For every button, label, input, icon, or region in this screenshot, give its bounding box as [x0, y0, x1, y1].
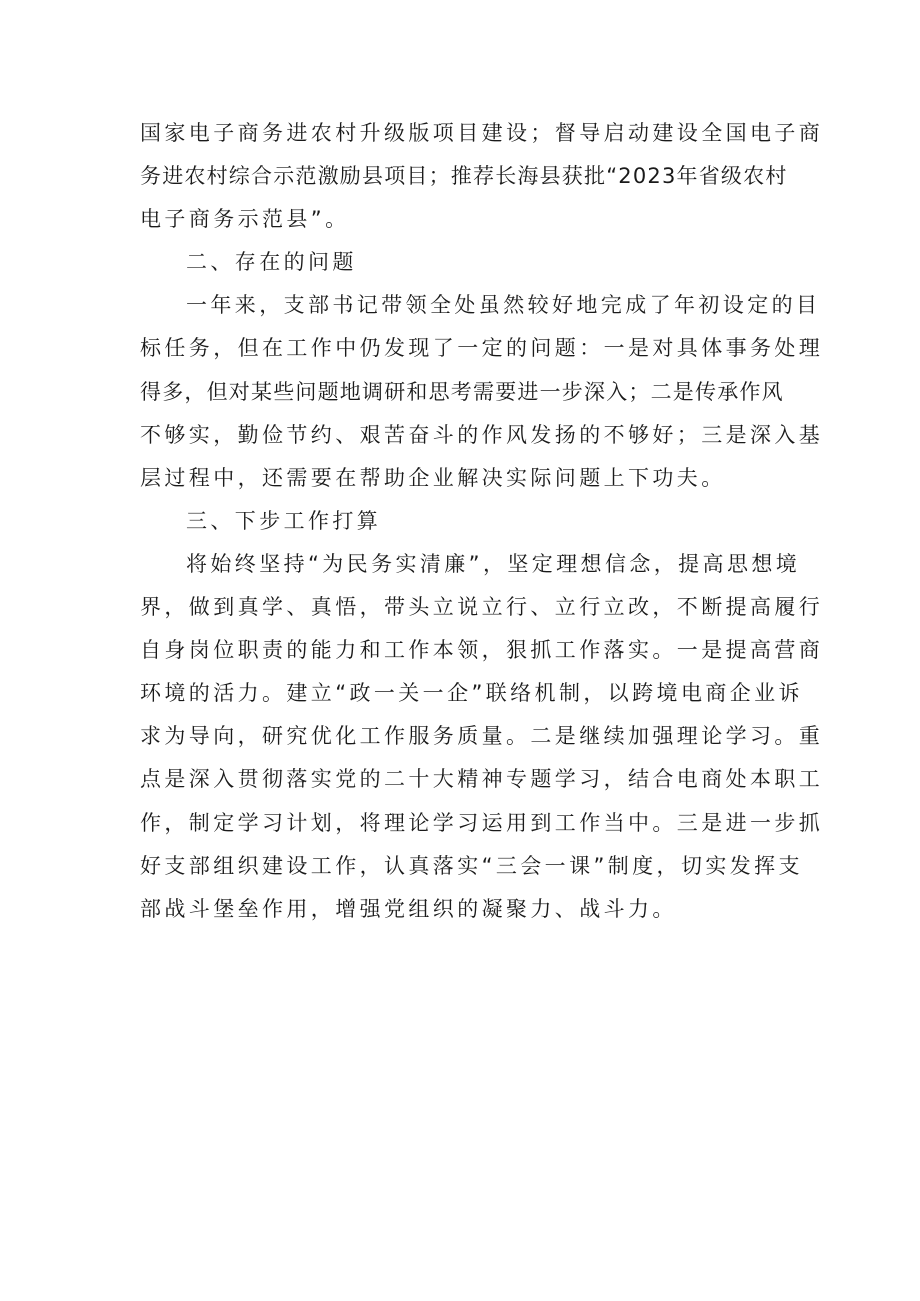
body-line: 界，做到真学、真悟，带头立说立行、立行立改，不断提高履行 [140, 595, 824, 620]
body-line: 务进农村综合示范激励县项目；推荐长海县获批“2023年省级农村 [140, 164, 788, 189]
body-line: 电子商务示范县”。 [140, 207, 350, 232]
body-line: 环境的活力。建立“政一关一企”联络机制，以跨境电商企业诉 [140, 681, 803, 706]
body-line: 点是深入贯彻落实党的二十大精神专题学习，结合电商处本职工 [140, 767, 824, 792]
document-body [140, 112, 824, 931]
body-line: 得多，但对某些问题地调研和思考需要进一步深入；二是传承作风 [140, 379, 784, 404]
body-line: 部战斗堡垒作用，增强党组织的凝聚力、战斗力。 [140, 896, 677, 921]
section-heading-next-steps: 三、下步工作打算 [186, 508, 382, 533]
body-line: 标任务，但在工作中仍发现了一定的问题：一是对具体事务处理 [140, 336, 824, 361]
body-line: 不够实，勤俭节约、艰苦奋斗的作风发扬的不够好；三是深入基 [140, 422, 824, 447]
body-line: 国家电子商务进农村升级版项目建设；督导启动建设全国电子商 [140, 121, 824, 145]
body-line: 求为导向，研究优化工作服务质量。二是继续加强理论学习。重 [140, 724, 824, 749]
body-line: 将始终坚持“为民务实清廉”，坚定理想信念，提高思想境 [186, 551, 801, 576]
body-line: 自身岗位职责的能力和工作本领，狠抓工作落实。一是提高营商 [140, 638, 824, 663]
body-line: 作，制定学习计划，将理论学习运用到工作当中。三是进一步抓 [140, 810, 824, 835]
body-line: 层过程中，还需要在帮助企业解决实际问题上下功夫。 [140, 465, 726, 490]
body-line: 好支部组织建设工作，认真落实“三会一课”制度，切实发挥支 [140, 853, 803, 878]
section-heading-problems: 二、存在的问题 [186, 250, 357, 275]
body-line: 一年来，支部书记带领全处虽然较好地完成了年初设定的目 [186, 293, 821, 318]
